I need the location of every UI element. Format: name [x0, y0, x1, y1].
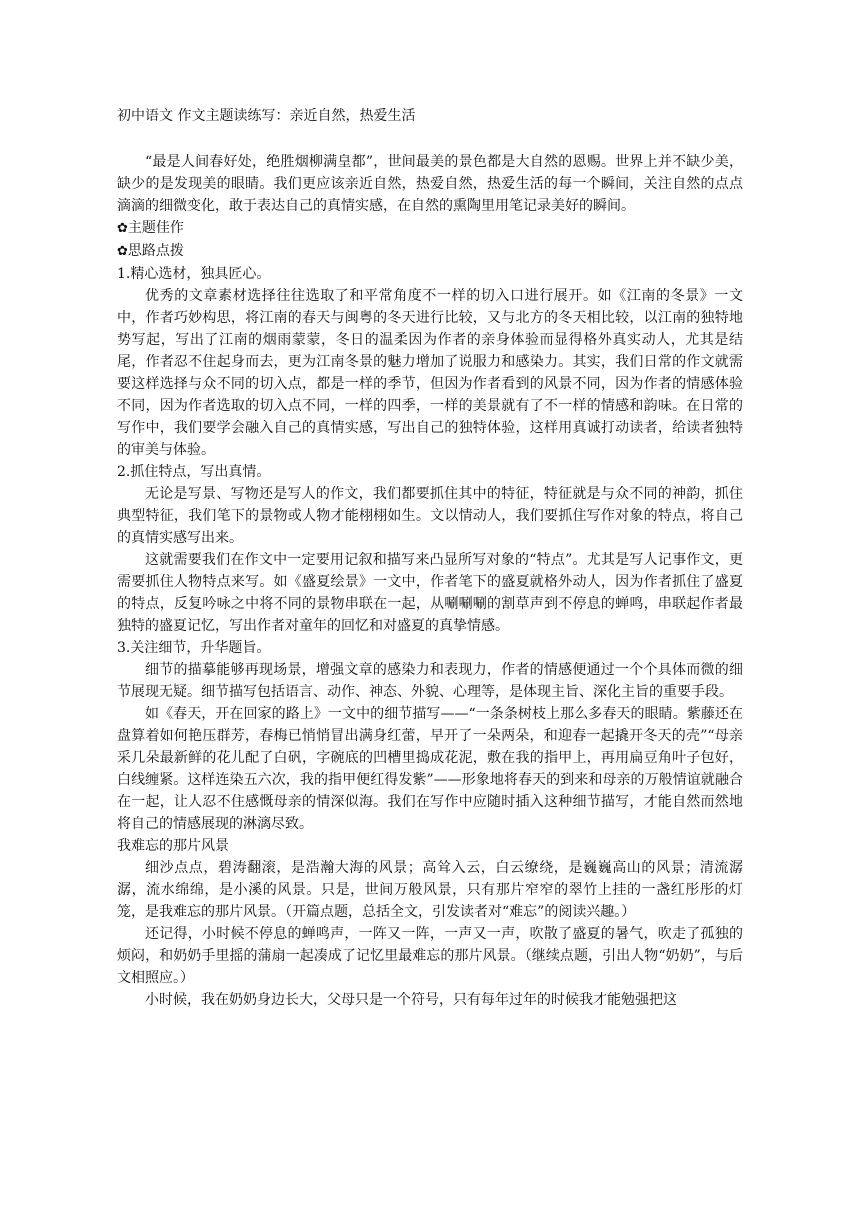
- point3-title: 3.关注细节，升华题旨。: [117, 640, 271, 656]
- document-title: 初中语文 作文主题读练写：亲近自然，热爱生活: [117, 108, 416, 124]
- point1-paragraph: 优秀的文章素材选择往往选取了和平常角度不一样的切入口进行展开。如《江南的冬景》一文中，作者巧妙构思，将江南的春天与闽粤的冬天进行比较，又与北方的冬天相比较，以江南的独特地势写起，写出了江南的烟雨蒙蒙，冬日的温柔因为作者的亲身体验而显得格外真实动人，尤其是结尾，作者忍不住起身而去，更为江南冬景的魅力增加了说服力和感染力。其实，我们日常的作文就需要这样选择与众不同的切入点，都是一样的季节，但因为作者看到的风景不同，因为作者的情感体验不同，因为作者选取的切入点不同，一样的四季，一样的美景就有了不一样的情感和韵味。在日常的写作中，我们要学会融入自己的真情实感，写出自己的独特体验，这样用真诚打动读者，给读者独特的审美与体验。: [117, 288, 743, 458]
- flower-icon: ✿: [117, 244, 128, 259]
- point2-paragraph-2: 这就需要我们在作文中一定要用记叙和描写来凸显所写对象的“特点”。尤其是写人记事作文，更需要抓住人物特点来写。如《盛夏绘景》一文中，作者笔下的盛夏就格外动人，因为作者抓住了盛夏的特点，反复吟咏之中将不同的景物串联在一起，从唰唰唰的割草声到不停息的蝉鸣，串联起作者最独特的盛夏记忆，写出作者对童年的回忆和对盛夏的真挚情感。: [117, 552, 743, 634]
- point3-paragraph-1: 细节的描摹能够再现场景，增强文章的感染力和表现力，作者的情感便通过一个个具体而微的细节展现无疑。细节描写包括语言、动作、神态、外貌、心理等，是体现主旨、深化主旨的重要手段。: [117, 662, 743, 700]
- point2-title: 2.抓住特点，写出真情。: [117, 464, 271, 480]
- essay-paragraph-3: 小时候，我在奶奶身边长大，父母只是一个符号，只有每年过年的时候我才能勉强把这: [145, 992, 677, 1008]
- flower-icon: ✿: [117, 221, 128, 236]
- section-heading-label: 主题佳作: [127, 220, 184, 236]
- essay-paragraph-1: 细沙点点，碧涛翻滚，是浩瀚大海的风景；高耸入云，白云缭绕，是巍巍高山的风景；清流潺潺，流水绵绵，是小溪的风景。只是，世间万般风景，只有那片窄窄的翠竹上挂的一盏红彤彤的灯笼，是我难忘的那片风景。（开篇点题，总括全文，引发读者对“难忘”的阅读兴趣。）: [117, 860, 743, 920]
- point1-title: 1.精心选材，独具匠心。: [117, 266, 271, 282]
- section-heading-label: 思路点拨: [127, 243, 184, 259]
- point2-paragraph-1: 无论是写景、写物还是写人的作文，我们都要抓住其中的特征，特征就是与众不同的神韵，抓住典型特征，我们笔下的景物或人物才能栩栩如生。文以情动人，我们要抓住写作对象的特点，将自己的真情实感写出来。: [117, 486, 743, 546]
- point3-paragraph-2: 如《春天，开在回家的路上》一文中的细节描写——“一条条树枝上那么多春天的眼睛。紫藤还在盘算着如何艳压群芳，春梅已悄悄冒出满身红蕾，早开了一朵两朵，和迎春一起撬开冬天的壳”“母亲采几朵最新鲜的花儿配了白矾，字碗底的凹槽里捣成花泥，敷在我的指甲上，再用扁豆角叶子包好，白线缠紧。这样连染五六次，我的指甲便红得发紫”——形象地将春天的到来和母亲的万般情谊就融合在一起，让人忍不住感慨母亲的情深似海。我们在写作中应随时插入这种细节描写，才能自然而然地将自己的情感展现的淋漓尽致。: [117, 706, 743, 832]
- essay-paragraph-2: 还记得，小时候不停息的蝉鸣声，一阵又一阵，一声又一声，吹散了盛夏的暑气，吹走了孤独的烦闷，和奶奶手里摇的蒲扇一起凑成了记忆里最难忘的那片风景。（继续点题，引出人物“奶奶”，与后文相照应。）: [117, 926, 743, 986]
- intro-paragraph: “最是人间春好处，绝胜烟柳满皇都”，世间最美的景色都是大自然的恩赐。世界上并不缺少美，缺少的是发现美的眼睛。我们更应该亲近自然，热爱自然，热爱生活的每一个瞬间，关注自然的点点滴滴的细微变化，敢于表达自己的真情实感，在自然的熏陶里用笔记录美好的瞬间。: [117, 154, 743, 214]
- document-body: [117, 151, 743, 1011]
- section-heading-theme: [117, 217, 743, 240]
- essay-title: 我难忘的那片风景: [117, 838, 229, 854]
- section-heading-ideas: [117, 240, 743, 263]
